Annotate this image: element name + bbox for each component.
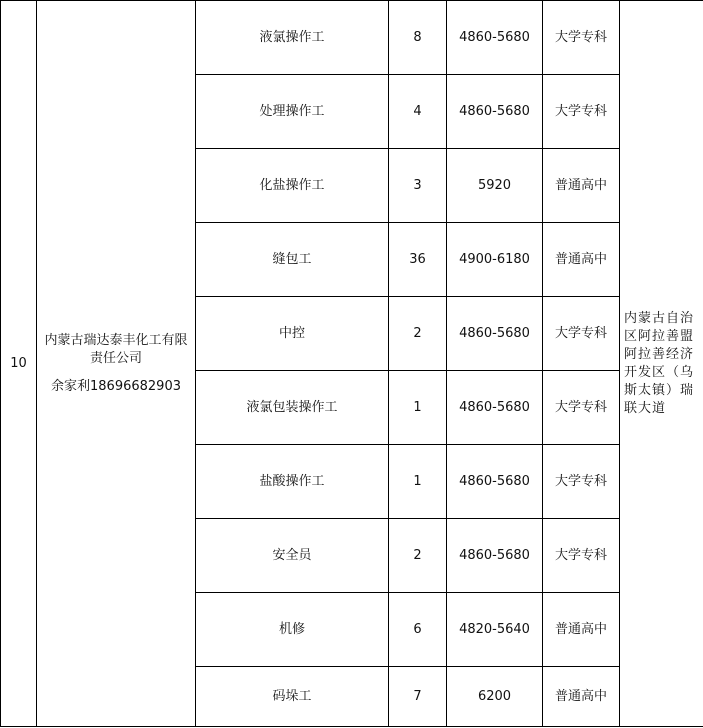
education-requirement: 普通高中 (543, 593, 620, 667)
position-title: 液氯操作工 (196, 1, 389, 75)
position-title: 码垛工 (196, 667, 389, 727)
hiring-count: 2 (389, 519, 447, 593)
work-address: 内蒙古自治区阿拉善盟阿拉善经济开发区（乌斯太镇）瑞联大道 (620, 1, 703, 727)
position-title: 液氯包装操作工 (196, 371, 389, 445)
hiring-count: 2 (389, 297, 447, 371)
salary-range: 4860-5680 (447, 297, 543, 371)
education-requirement: 普通高中 (543, 223, 620, 297)
row-number: 10 (1, 1, 37, 727)
education-requirement: 普通高中 (543, 667, 620, 727)
company-contact: 余家利18696682903 (51, 378, 181, 394)
education-requirement: 大学专科 (543, 75, 620, 149)
hiring-count: 1 (389, 445, 447, 519)
salary-range: 5920 (447, 149, 543, 223)
hiring-count: 36 (389, 223, 447, 297)
education-requirement: 大学专科 (543, 297, 620, 371)
salary-range: 6200 (447, 667, 543, 727)
table-row (1, 1, 703, 75)
company-name: 内蒙古瑞达泰丰化工有限责任公司 (44, 332, 188, 366)
salary-range: 4860-5680 (447, 1, 543, 75)
position-title: 盐酸操作工 (196, 445, 389, 519)
hiring-count: 6 (389, 593, 447, 667)
hiring-count: 8 (389, 1, 447, 75)
education-requirement: 大学专科 (543, 519, 620, 593)
salary-range: 4900-6180 (447, 223, 543, 297)
position-title: 安全员 (196, 519, 389, 593)
position-title: 中控 (196, 297, 389, 371)
education-requirement: 大学专科 (543, 445, 620, 519)
salary-range: 4860-5680 (447, 445, 543, 519)
company-cell (37, 1, 196, 727)
position-title: 处理操作工 (196, 75, 389, 149)
education-requirement: 大学专科 (543, 1, 620, 75)
salary-range: 4860-5680 (447, 519, 543, 593)
education-requirement: 大学专科 (543, 371, 620, 445)
position-title: 机修 (196, 593, 389, 667)
hiring-count: 1 (389, 371, 447, 445)
position-title: 化盐操作工 (196, 149, 389, 223)
position-title: 缝包工 (196, 223, 389, 297)
hiring-count: 7 (389, 667, 447, 727)
salary-range: 4860-5680 (447, 75, 543, 149)
salary-range: 4860-5680 (447, 371, 543, 445)
hiring-count: 4 (389, 75, 447, 149)
education-requirement: 普通高中 (543, 149, 620, 223)
salary-range: 4820-5640 (447, 593, 543, 667)
hiring-count: 3 (389, 149, 447, 223)
